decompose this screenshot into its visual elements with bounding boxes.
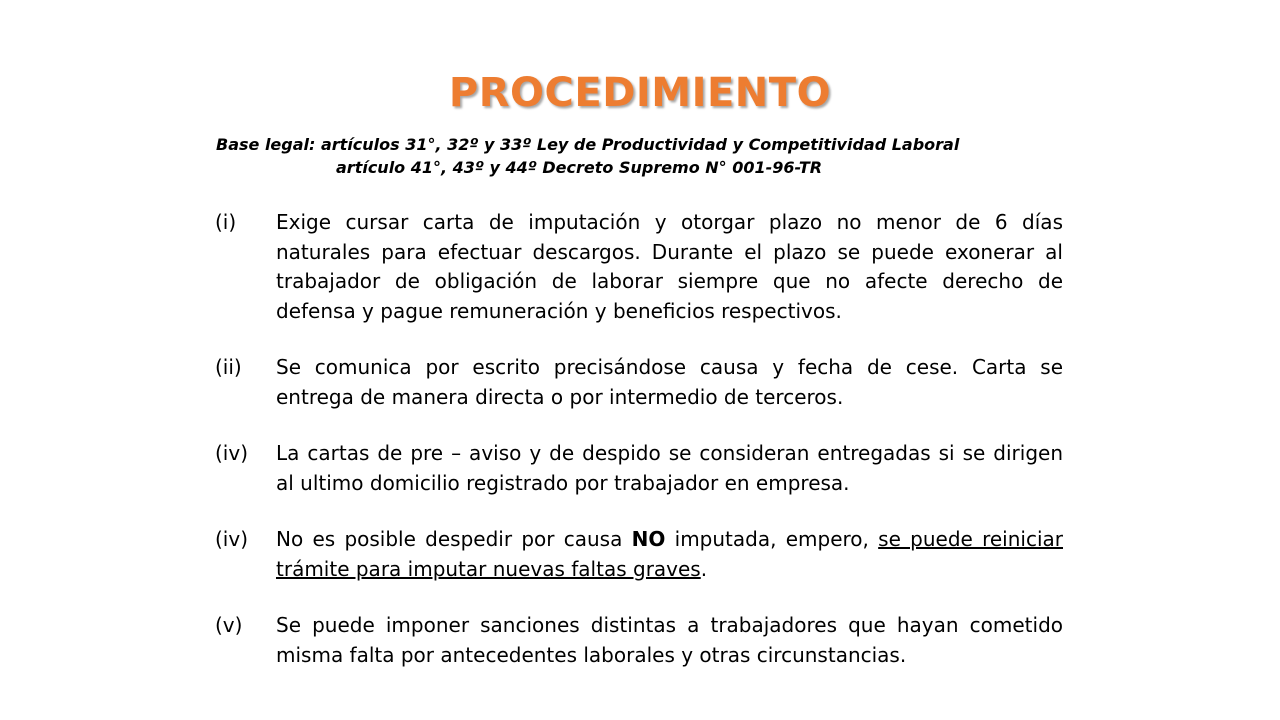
item-number: (iv) (215, 441, 248, 465)
item-number: (v) (215, 613, 243, 637)
list-item (215, 525, 1063, 584)
legal-base-line-1: Base legal: artículos 31°, 32º y 33º Ley de Productividad y Competitividad Laboral (216, 135, 960, 154)
item-text-part: No es posible despedir por causa (276, 527, 632, 551)
list-item (215, 208, 1063, 326)
legal-base-line-2: artículo 41°, 43º y 44º Decreto Supremo N° 001-96-TR (336, 158, 823, 177)
item-text: La cartas de pre – aviso y de despido se consideran entregadas si se dirigen al ultimo domicilio registrado por trabajador en empresa. (276, 441, 1063, 495)
page-title: PROCEDIMIENTO (448, 70, 832, 116)
procedure-list (215, 208, 1063, 697)
item-text: Exige cursar carta de imputación y otorgar plazo no menor de 6 días naturales para efectuar descargos. Durante el plazo se puede exonerar al trabajador de obligación de laborar siempre que no afecte derecho de defensa y pague remuneración y beneficios respectivos. (276, 210, 1063, 323)
item-number: (i) (215, 210, 237, 234)
item-text: Se puede imponer sanciones distintas a trabajadores que hayan cometido misma falta por antecedentes laborales y otras circunstancias. (276, 613, 1063, 667)
item-text (276, 525, 1063, 584)
item-number: (iv) (215, 527, 248, 551)
list-item (215, 611, 1063, 670)
item-text-emphasis: NO (631, 527, 666, 551)
list-item (215, 353, 1063, 412)
item-text-part: imputada, empero, (665, 527, 879, 551)
item-text-part: . (700, 556, 708, 581)
item-number: (ii) (215, 355, 242, 379)
item-text: Se comunica por escrito precisándose causa y fecha de cese. Carta se entrega de manera directa o por intermedio de terceros. (276, 355, 1063, 409)
item-text-underlined: se puede reiniciar trámite para imputar nuevas faltas graves (276, 527, 1063, 581)
list-item (215, 439, 1063, 498)
